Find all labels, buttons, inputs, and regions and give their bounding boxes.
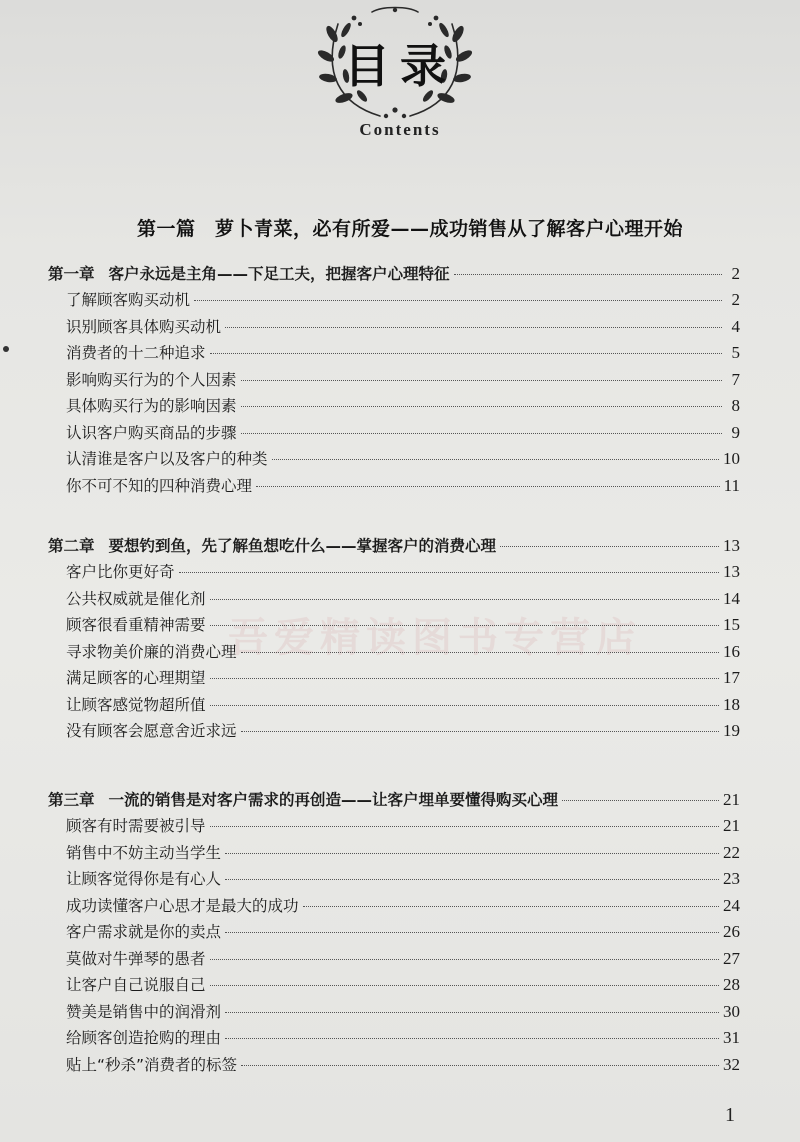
- section-title: 消费者的十二种追求: [66, 344, 206, 362]
- chapter-number: 第三章: [48, 791, 95, 809]
- section-page-number: 13: [723, 562, 740, 581]
- dot-leader: [210, 353, 722, 354]
- section-row: [66, 447, 740, 471]
- chapter-title: 要想钓到鱼，先了解鱼想吃什么——掌握客户的消费心理: [108, 537, 497, 555]
- section-page-number: 22: [723, 842, 740, 862]
- dot-leader: [272, 459, 719, 460]
- dot-leader: [194, 300, 722, 301]
- dot-leader: [225, 1012, 719, 1013]
- section-page-number: 4: [731, 316, 740, 336]
- section-title: 认清谁是客户以及客户的种类: [66, 450, 268, 468]
- section-page-number: 24: [723, 895, 740, 915]
- section-row: [66, 666, 740, 690]
- part-title: 第一篇 萝卜青菜，必有所爱——成功销售从了解客户心理开始: [136, 218, 683, 240]
- dot-leader: [210, 705, 719, 706]
- dot-leader: [256, 486, 720, 487]
- section-title: 给顾客创造抢购的理由: [66, 1029, 222, 1047]
- section-page-number: 32: [723, 1054, 740, 1074]
- section-row: [66, 474, 740, 498]
- section-title: 客户比你更好奇: [66, 563, 175, 581]
- section-row: [66, 341, 740, 365]
- section-title: 你不可不知的四种消费心理: [66, 476, 253, 495]
- section-title: 成功读懂客户心思才是最大的成功: [66, 896, 299, 915]
- dot-leader: [241, 731, 719, 732]
- dot-leader: [210, 985, 719, 986]
- dot-leader: [241, 1065, 719, 1066]
- dot-leader: [500, 546, 719, 547]
- section-page-number: 16: [723, 641, 740, 661]
- chapter-number: 第二章: [48, 537, 95, 555]
- section-title: 让客户自己说服自己: [66, 976, 206, 994]
- dot-leader: [225, 932, 719, 933]
- section-row: [66, 1000, 740, 1024]
- section-title: 寻求物美价廉的消费心理: [66, 642, 237, 661]
- section-title: 赞美是销售中的润滑剂: [66, 1002, 222, 1021]
- section-page-number: 5: [731, 343, 740, 362]
- section-title: 认识客户购买商品的步骤: [66, 423, 237, 442]
- section-page-number: 23: [723, 869, 740, 888]
- section-title: 满足顾客的心理期望: [66, 669, 206, 687]
- chapter-row: [48, 534, 740, 558]
- section-row: [66, 288, 740, 312]
- section-row: [66, 973, 740, 997]
- section-page-number: 27: [723, 948, 740, 968]
- section-title: 没有顾客会愿意舍近求远: [66, 722, 237, 740]
- section-row: [66, 368, 740, 392]
- dot-leader: [241, 380, 722, 381]
- dot-leader: [225, 1038, 719, 1039]
- section-page-number: 31: [723, 1028, 740, 1047]
- section-row: [66, 587, 740, 611]
- margin-mark: [3, 346, 9, 352]
- section-page-number: 26: [723, 922, 740, 941]
- section-row: [66, 640, 740, 664]
- section-page-number: 7: [731, 369, 740, 389]
- chapter-title: 一流的销售是对客户需求的再创造——让客户埋单要懂得购买心理: [108, 791, 559, 809]
- section-page-number: 30: [723, 1001, 740, 1021]
- dot-leader: [241, 652, 719, 653]
- section-title: 莫做对牛弹琴的愚者: [66, 949, 206, 968]
- dot-leader: [225, 879, 719, 880]
- section-page-number: 2: [731, 290, 740, 309]
- chapter-page-number: 21: [723, 790, 740, 809]
- dot-leader: [210, 678, 719, 679]
- section-row: [66, 947, 740, 971]
- chapter-row: [48, 262, 740, 286]
- section-page-number: 8: [731, 396, 740, 415]
- dot-leader: [210, 625, 719, 626]
- section-page-number: 15: [723, 615, 740, 634]
- section-row: [66, 719, 740, 743]
- section-row: [66, 394, 740, 418]
- section-row: [66, 421, 740, 445]
- section-title: 影响购买行为的个人因素: [66, 370, 237, 389]
- section-title: 让顾客感觉物超所值: [66, 695, 206, 714]
- section-row: [66, 693, 740, 717]
- dot-leader: [225, 853, 719, 854]
- section-title: 让顾客觉得你是有心人: [66, 870, 222, 888]
- section-row: [66, 920, 740, 944]
- section-title: 顾客很看重精神需要: [66, 616, 206, 634]
- dot-leader: [210, 826, 719, 827]
- section-page-number: 19: [723, 721, 740, 740]
- dot-leader: [303, 906, 719, 907]
- section-page-number: 28: [723, 975, 740, 994]
- section-page-number: 21: [723, 816, 740, 835]
- section-row: [66, 613, 740, 637]
- section-page-number: 18: [723, 694, 740, 714]
- section-row: [66, 560, 740, 584]
- chapter-page-number: 2: [731, 264, 740, 283]
- section-page-number: 9: [731, 422, 740, 442]
- dot-leader: [210, 959, 719, 960]
- chapter-title: 客户永远是主角——下足工夫，把握客户心理特征: [108, 265, 450, 283]
- page-subtitle: Contents: [359, 120, 441, 139]
- section-title: 客户需求就是你的卖点: [66, 923, 222, 941]
- dot-leader: [241, 433, 722, 434]
- chapter-page-number: 13: [723, 536, 740, 555]
- section-title: 具体购买行为的影响因素: [66, 397, 237, 415]
- section-title: 识别顾客具体购买动机: [66, 317, 222, 336]
- section-page-number: 10: [723, 449, 740, 468]
- dot-leader: [241, 406, 722, 407]
- section-page-number: 11: [723, 475, 740, 495]
- section-row: [66, 814, 740, 838]
- dot-leader: [210, 599, 719, 600]
- section-title: 顾客有时需要被引导: [66, 817, 206, 835]
- section-row: [66, 1026, 740, 1050]
- watermark: 吾爱精读图书专营店: [228, 615, 642, 661]
- section-page-number: 14: [723, 588, 740, 608]
- chapter-row: [48, 788, 740, 812]
- section-title: 销售中不妨主动当学生: [66, 843, 222, 862]
- section-page-number: 17: [723, 668, 740, 687]
- section-row: [66, 867, 740, 891]
- section-row: [66, 315, 740, 339]
- dot-leader: [562, 800, 719, 801]
- section-row: [66, 894, 740, 918]
- section-row: [66, 1053, 740, 1077]
- section-title: 贴上“秒杀”消费者的标签: [66, 1055, 238, 1074]
- section-row: [66, 841, 740, 865]
- page-title: 目录: [344, 39, 456, 93]
- dot-leader: [179, 572, 719, 573]
- page-number: 1: [725, 1104, 735, 1126]
- dot-leader: [454, 274, 722, 275]
- section-title: 公共权威就是催化剂: [66, 589, 206, 608]
- chapter-number: 第一章: [48, 265, 95, 283]
- section-title: 了解顾客购买动机: [66, 291, 191, 309]
- dot-leader: [225, 327, 722, 328]
